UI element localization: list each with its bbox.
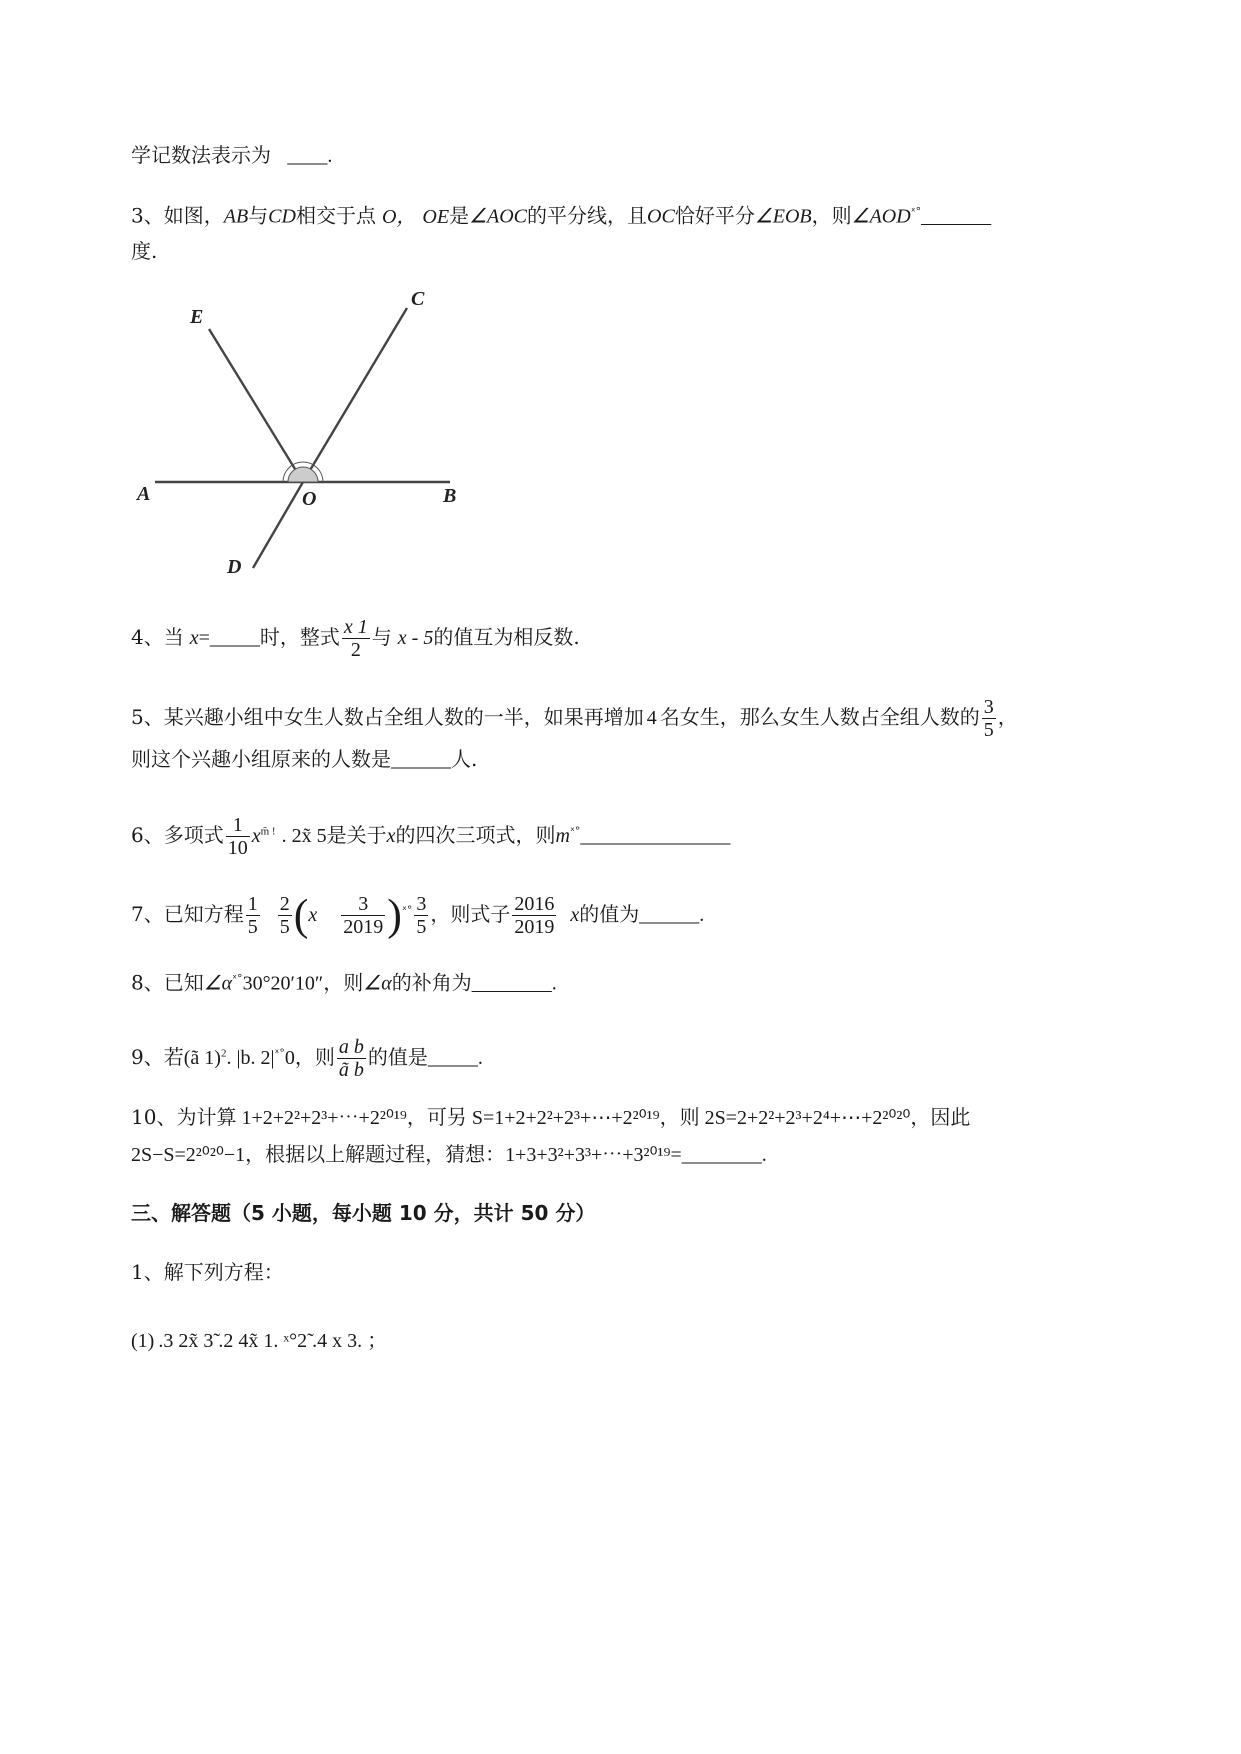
- q10-line1: 为计算 1+2+2²+2³+⋯+2²⁰¹⁹，可另 S=1+2+2²+2³+⋯+2²⁰¹⁹，则 2S=2+2²+2³+2⁴+⋯+2²⁰²⁰，因此: [176, 1107, 971, 1129]
- question-10-line2: [131, 1140, 767, 1169]
- s3q1-part-equation: .3 2x̃ 3̃ .2 4x̃ 1. ˣ°2̃ .4 x 3. ；: [158, 1330, 388, 1352]
- question-5-line1: [131, 696, 1018, 741]
- q3-oe: OE: [422, 205, 450, 228]
- q5-number: 5、: [131, 705, 164, 729]
- label-o: O: [302, 488, 317, 510]
- q7-text1: 已知方程: [163, 902, 244, 926]
- q3-cd: CD: [268, 205, 296, 228]
- q7-blank: ______.: [639, 904, 705, 926]
- q7-frac1-num: 1: [247, 893, 258, 915]
- section3-question-1: [131, 1258, 284, 1286]
- s3q1-text: 解下列方程：: [163, 1260, 284, 1284]
- q5-line2-end: 人.: [451, 747, 478, 771]
- q10-line2: 2S−S=2²⁰²⁰−1，根据以上解题过程，猜想：1+3+3²+3³+⋯+3²⁰¹⁹=________.: [131, 1144, 767, 1166]
- q7-garbled-glyph: ˣ°: [401, 903, 413, 917]
- q3-text5: 的平分线，且: [527, 203, 648, 228]
- angle-figure: [137, 288, 485, 595]
- q8-number: 8、: [131, 970, 164, 995]
- q8-text1: 已知: [163, 970, 204, 995]
- q3-garbled-glyph: ˣ°: [910, 205, 922, 218]
- q8-garbled-glyph: ˣ°: [232, 972, 243, 985]
- q9-fraction: [337, 1036, 366, 1081]
- q7-frac2: [278, 893, 292, 938]
- q7-frac2-den: 5: [279, 916, 290, 938]
- q8-text2: ，则: [323, 970, 364, 995]
- q7-frac3-num: 3: [341, 893, 385, 916]
- q7-frac3: [341, 893, 385, 938]
- q6-fraction: [226, 814, 250, 859]
- q3-angle-aoc: ∠AOC: [469, 205, 528, 228]
- q6-garbled-glyph: ˣ°: [569, 824, 581, 838]
- q7-frac4-den: 5: [416, 916, 427, 938]
- q3-text4: 是: [449, 203, 470, 228]
- q7-frac1-den: 5: [247, 916, 258, 938]
- q6-frac-den: 10: [227, 837, 248, 859]
- q4-fraction: [342, 616, 370, 661]
- q3-blank: _______: [921, 205, 992, 228]
- q9-number: 9、: [131, 1045, 164, 1069]
- q8-alpha2: ∠α: [363, 972, 392, 995]
- q9-expr2: . |b. 2|: [226, 1047, 275, 1069]
- q5-text2: 名女生，那么女生人数占全组人数的: [659, 705, 980, 729]
- q10-number: 10、: [131, 1105, 177, 1129]
- angle-arc: [288, 467, 318, 482]
- q9-frac-num: a b: [338, 1036, 364, 1058]
- question-3-line2: [131, 237, 157, 265]
- q3-unit: 度.: [131, 239, 158, 263]
- label-b: B: [443, 485, 457, 507]
- q4-blank: =_____: [198, 627, 260, 649]
- question-4: [131, 616, 580, 661]
- q4-text4: 的值互为相反数.: [433, 625, 580, 649]
- q5-fraction: [982, 696, 996, 741]
- label-d: D: [227, 556, 242, 578]
- q9-text2: ，则: [294, 1045, 335, 1069]
- q5-text3: ，: [997, 705, 1018, 729]
- q6-x: x: [251, 825, 261, 847]
- text-line-top: [131, 141, 332, 170]
- q3-oc: OC: [647, 205, 675, 228]
- q8-angle-value: 30°20′10″: [242, 972, 324, 995]
- q9-text1: 若: [163, 1045, 184, 1069]
- q9-frac-den: ã b: [338, 1059, 364, 1081]
- label-a: A: [137, 483, 151, 505]
- q7-frac4-num: 3: [416, 893, 427, 915]
- line-od: [253, 482, 303, 568]
- question-5-line2: [131, 745, 477, 774]
- q4-expr: x - 5: [397, 627, 434, 649]
- section-heading: [131, 1199, 595, 1227]
- q7-paren-left: (: [293, 890, 309, 940]
- question-8: [131, 965, 557, 998]
- q7-frac4: [414, 893, 428, 938]
- q3-ab: AB: [223, 205, 249, 228]
- q3-text3: 相交于点: [295, 203, 376, 228]
- q9-blank: _____.: [427, 1047, 483, 1069]
- q7-text2: ，则式子: [430, 902, 511, 926]
- top-blank: ____.: [287, 145, 333, 167]
- q5-frac-den: 5: [983, 719, 994, 741]
- q8-alpha: ∠α: [203, 972, 233, 995]
- q7-x2: x: [570, 904, 580, 926]
- q5-line2-text: 则这个兴趣小组原来的人数是: [131, 747, 391, 771]
- q6-text1: 多项式: [163, 823, 224, 847]
- q6-text2: 是关于: [326, 823, 387, 847]
- question-6: [131, 814, 730, 859]
- q5-count: 4: [646, 707, 657, 729]
- q6-x2: x: [386, 825, 396, 847]
- question-3-line1: [131, 198, 991, 231]
- q3-text1: 如图，: [163, 203, 224, 228]
- q4-text2: 时，整式: [259, 625, 340, 649]
- q7-x: x: [308, 904, 318, 926]
- q8-blank: ________.: [471, 972, 557, 995]
- q3-point-o: O，: [381, 205, 417, 228]
- q9-expr1: (ã 1): [183, 1047, 221, 1069]
- q4-x: x: [189, 627, 199, 649]
- q9-square: 2: [220, 1047, 227, 1060]
- q6-text3: 的四次三项式，则: [395, 823, 556, 847]
- q4-text3: 与: [371, 625, 392, 649]
- q6-frac-num: 1: [226, 814, 250, 837]
- q5-text1: 某兴趣小组中女生人数占全组人数的一半，如果再增加: [163, 705, 644, 729]
- q3-angle-eob: ∠EOB: [754, 205, 812, 228]
- s3q1-part-label: (1): [131, 1330, 155, 1352]
- q3-text7: ，则: [811, 203, 852, 228]
- q3-angle-aod: ∠AOD: [851, 205, 911, 228]
- q6-m: m: [555, 825, 570, 847]
- q7-frac5: [512, 893, 556, 938]
- q6-terms: . 2x̃ 5: [281, 825, 327, 847]
- q6-number: 6、: [131, 823, 164, 847]
- q6-blank: _______________: [580, 825, 731, 847]
- q4-frac-den: 2: [350, 639, 361, 661]
- q9-garbled-glyph: ˣ°: [274, 1046, 285, 1060]
- question-7: [131, 890, 705, 940]
- q5-frac-num: 3: [983, 696, 994, 718]
- section3-question-1-part1: [131, 1326, 387, 1355]
- q8-text3: 的补角为: [391, 970, 472, 995]
- q6-exponent: m̃ !: [260, 825, 276, 838]
- question-10-line1: [131, 1103, 970, 1132]
- top-text: 学记数法表示为: [131, 143, 271, 167]
- q3-number: 3、: [131, 203, 164, 228]
- q7-frac3-den: 2019: [343, 916, 384, 938]
- line-oc: [303, 308, 407, 482]
- q4-number: 4、: [131, 625, 164, 649]
- s3q1-number: 1、: [131, 1260, 164, 1284]
- q7-frac5-num: 2016: [514, 893, 555, 915]
- q3-text6: 恰好平分: [674, 203, 755, 228]
- q7-frac1: [246, 893, 260, 938]
- q7-frac2-num: 2: [279, 893, 290, 915]
- q7-text3: 的值为: [579, 902, 640, 926]
- q3-text2: 与: [248, 203, 269, 228]
- figure-lines: [155, 308, 450, 568]
- label-e: E: [190, 306, 204, 328]
- q5-blank: ______: [391, 749, 451, 771]
- question-9: [131, 1036, 483, 1081]
- q9-zero: 0: [284, 1047, 295, 1069]
- q7-frac5-den: 2019: [514, 916, 555, 938]
- q7-paren-right: ): [387, 890, 402, 940]
- line-oe: [209, 329, 303, 482]
- q4-frac-num: x 1: [343, 616, 368, 638]
- section-title: 三、解答题（5 小题，每小题 10 分，共计 50 分）: [131, 1201, 596, 1225]
- label-c: C: [411, 288, 425, 310]
- q9-text3: 的值是: [367, 1045, 428, 1069]
- q4-text1: 当: [163, 625, 184, 649]
- q7-number: 7、: [131, 902, 164, 926]
